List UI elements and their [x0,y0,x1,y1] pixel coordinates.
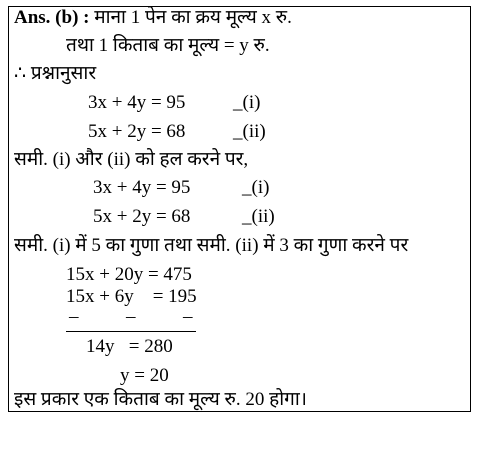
answer-line-1 [14,7,292,29]
equation-2: 5x + 2y = 68 [88,121,186,142]
multiply-equations-text: समी. (i) में 5 का गुणा तथा समी. (ii) में 3 का गुणा करने पर [14,235,409,256]
equation-2-ref: _(ii) [233,121,266,142]
book-price-text: तथा 1 किताब का मूल्य = y रु. [66,35,270,56]
equation-1-ref: _(i) [233,92,261,113]
equation-1-repeat: 3x + 4y = 95 [93,177,191,198]
conclusion-text: इस प्रकार एक किताब का मूल्य रु. 20 होगा। [14,389,307,410]
result-value: y = 20 [120,365,169,386]
subtraction-signs: – – – [69,306,193,327]
equation-1-repeat-ref: _(i) [242,177,270,198]
answer-tag: Ans. (b) : [14,7,90,28]
according-to-question-text: ∴ प्रश्नानुसार [14,63,97,84]
equation-2-repeat: 5x + 2y = 68 [93,206,191,227]
difference-equation: 14y = 280 [86,336,173,357]
equation-1: 3x + 4y = 95 [88,92,186,113]
equation-2-repeat-ref: _(ii) [242,206,275,227]
subtraction-line [66,331,196,332]
solve-equations-text: समी. (i) और (ii) को हल करने पर, [14,149,249,170]
multiplied-equation-2: 15x + 6y = 195 [66,286,197,307]
multiplied-equation-1: 15x + 20y = 475 [66,264,192,285]
pen-price-text: माना 1 पेन का क्रय मूल्य x रु. [94,7,292,28]
